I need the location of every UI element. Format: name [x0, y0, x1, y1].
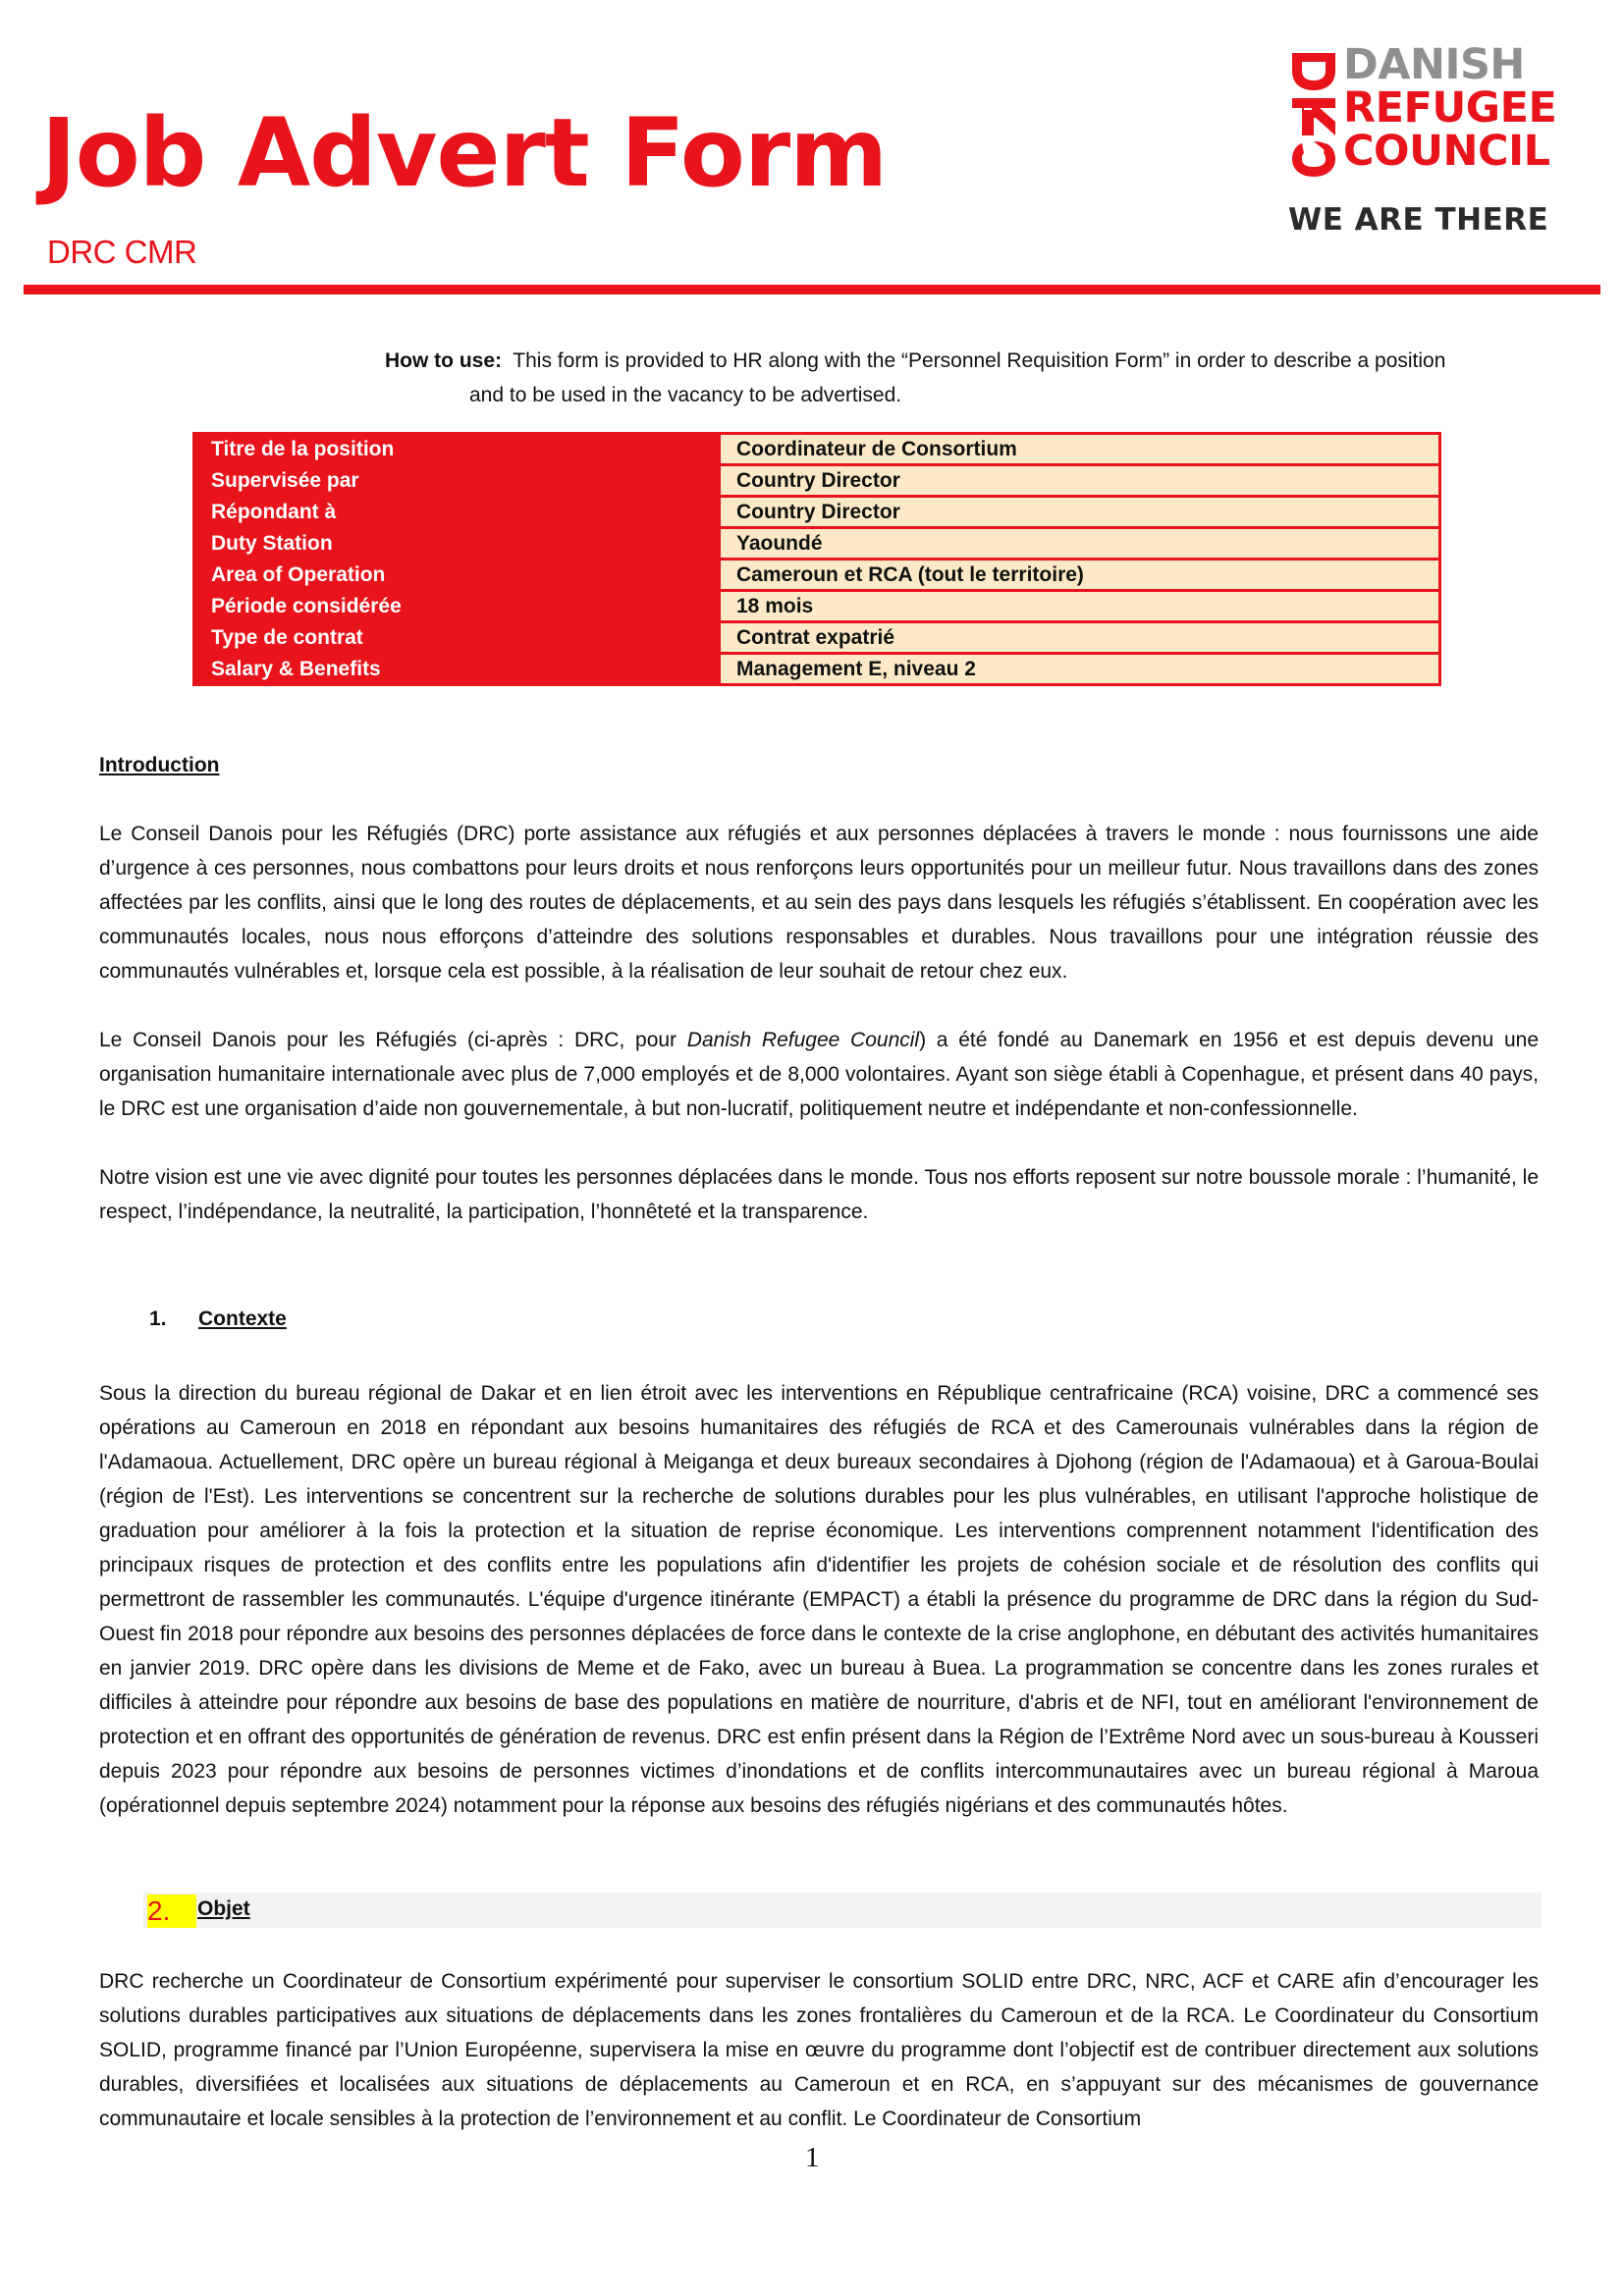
table-row [194, 497, 1440, 528]
field-value: Country Director [720, 497, 1440, 528]
section-2-number: 2. [147, 1895, 196, 1928]
introduction-heading: Introduction [99, 754, 220, 776]
section-1-body [99, 1376, 1539, 1823]
how-to-use-note [385, 344, 1543, 412]
field-label: Supervisée par [194, 465, 720, 497]
introduction-paragraph-3: Notre vision est une vie avec dignité pour toutes les personnes déplacées dans le monde. Tous nos efforts reposent sur notre boussole morale : l’humanité, le respect, l’indépendance, la neutralité, la participation, l’honnêteté et la transparence. [99, 1166, 1539, 1223]
field-value: Country Director [720, 465, 1440, 497]
logo-word-council: COUNCIL [1343, 127, 1550, 176]
section-1-number: 1. [149, 1308, 167, 1330]
introduction-paragraph-2-italic: Danish Refugee Council [686, 1029, 920, 1051]
page-number: 1 [805, 2142, 820, 2173]
field-label: Duty Station [194, 528, 720, 560]
table-row [194, 654, 1440, 685]
table-row [194, 465, 1440, 497]
field-label: Titre de la position [194, 434, 720, 465]
table-row [194, 528, 1440, 560]
field-value: Coordinateur de Consortium [720, 434, 1440, 465]
drc-logo [1288, 40, 1557, 240]
logo-word-refugee: REFUGEE [1343, 83, 1557, 133]
table-row [194, 622, 1440, 654]
page-title: Job Advert Form [41, 98, 888, 208]
section-2-body [99, 1964, 1539, 2136]
section-2-paragraph: DRC recherche un Coordinateur de Consortium expérimenté pour superviser le consortium SOLID entre DRC, NRC, ACF et CARE afin d’encourager les solutions durables participatives aux situations de déplacements dans les zones frontalières du Cameroun et de la RCA. Le Coordinateur du Consortium SOLID, programme financé par l’Union Européenne, supervisera la mise en œuvre du programme dont l’objectif est de contribuer directement aux solutions durables, diversifiées et localisées aux situations de déplacements au Cameroun et en RCA, en s’appuyant sur des mécanismes de gouvernance communautaire et locale sensibles à la protection de l’environnement et au conflit. Le Coordinateur de Consortium [99, 1970, 1539, 2130]
section-1-title: Contexte [198, 1308, 287, 1330]
table-row [194, 434, 1440, 465]
section-1-paragraph: Sous la direction du bureau régional de Dakar et en lien étroit avec les interventions en République centrafricaine (RCA) voisine, DRC a commencé ses opérations au Cameroun en 2018 en répondant aux besoins humanitaires des réfugiés de RCA et des Camerounais vulnérables dans la région de l'Adamaoua. Actuellement, DRC opère un bureau régional à Meiganga et deux bureaux secondaires à Djohong (région de l'Adamaoua) et à Garoua-Boulai (région de l'Est). Les interventions se concentrent sur la recherche de solutions durables pour les plus vulnérables, en utilisant l'approche holistique de graduation pour améliorer à la fois la protection et la situation de reprise économique. Les interventions comprennent notamment l'identification des principaux risques de protection et des conflits entre les populations afin d'identifier les projets de cohésion sociale et de résolution des conflits qui permettront de rassembler les communautés. L'équipe d'urgence itinérante (EMPACT) a établi la présence du programme de DRC dans la région du Sud-Ouest fin 2018 pour répondre aux besoins des personnes déplacées de force dans le contexte de la crise anglophone, en débutant des activités humanitaires en janvier 2019. DRC opère dans les divisions de Meme et de Fako, avec un bureau à Buea. La programmation se concentre dans les zones rurales et difficiles à atteindre pour répondre aux besoins de base des populations en matière de nourriture, d'abris et de NFI, tout en améliorant l'environnement de protection et en offrant des opportunités de génération de revenus. DRC est enfin présent dans la Région de l’Extrême Nord avec un sous-bureau à Kousseri depuis 2023 pour répondre aux besoins de personnes victimes d’inondations et de conflits intercommunautaires avec un bureau régional à Maroua (opérationnel depuis septembre 2024) notamment pour la réponse aux besoins des réfugiés nigérians et des communautés hôtes. [99, 1382, 1539, 1817]
logo-tagline: WE ARE THERE [1288, 202, 1549, 238]
how-to-use-line2: and to be used in the vacancy to be advertised. [469, 384, 902, 406]
field-value: 18 mois [720, 591, 1440, 622]
field-value: Cameroun et RCA (tout le territoire) [720, 560, 1440, 591]
position-info-table [192, 432, 1441, 686]
introduction-section [99, 748, 1539, 1229]
introduction-paragraph-2-start: Le Conseil Danois pour les Réfugiés (ci-après : DRC, pour [99, 1029, 687, 1051]
field-value: Yaoundé [720, 528, 1440, 560]
section-1-heading [149, 1308, 287, 1331]
field-label: Répondant à [194, 497, 720, 528]
field-label: Area of Operation [194, 560, 720, 591]
introduction-paragraph-2 [99, 1023, 1539, 1126]
introduction-paragraph-2-end: ) a été fondé au Danemark en 1956 et est depuis devenu une organisation humanitaire internationale avec plus de 7,000 employés et de 8,000 volontaires. Ayant son siège établi à Copenhague, et présent dans 40 pays, le DRC est une organisation d’aide non gouvernementale, à but non-lucratif, politiquement neutre et indépendante et non-confessionnelle. [99, 1029, 1540, 1120]
section-2-title: Objet [197, 1897, 250, 1920]
field-label: Période considérée [194, 591, 720, 622]
logo-word-danish: DANISH [1343, 40, 1525, 89]
how-to-use-line1: This form is provided to HR along with the “Personnel Requisition Form” in order to describe a position [513, 349, 1446, 372]
section-2-heading-bar [143, 1893, 1542, 1928]
how-to-use-label: How to use: [385, 349, 502, 372]
field-label: Salary & Benefits [194, 654, 720, 685]
field-value: Contrat expatrié [720, 622, 1440, 654]
page-subtitle: DRC CMR [47, 234, 197, 270]
field-label: Type de contrat [194, 622, 720, 654]
field-value: Management E, niveau 2 [720, 654, 1440, 685]
header-divider [24, 285, 1600, 294]
table-row [194, 591, 1440, 622]
table-row [194, 560, 1440, 591]
drc-mark-icon [1288, 49, 1339, 179]
introduction-paragraph-1: Le Conseil Danois pour les Réfugiés (DRC) porte assistance aux réfugiés et aux personnes déplacées à travers le monde : nous fournissons une aide d’urgence à ces personnes, nous combattons pour leurs droits et nous renforçons leurs opportunités pour un meilleur futur. Nous travaillons dans des zones affectées par les conflits, ainsi que le long des routes de déplacements, et au sein des pays dans lesquels les réfugiés s’établissent. En coopération avec les communautés locales, nous nous efforçons d’atteindre des solutions responsables et durables. Nous travaillons pour une intégration réussie des communautés vulnérables et, lorsque cela est possible, à la réalisation de leur souhait de retour chez eux. [99, 823, 1539, 983]
